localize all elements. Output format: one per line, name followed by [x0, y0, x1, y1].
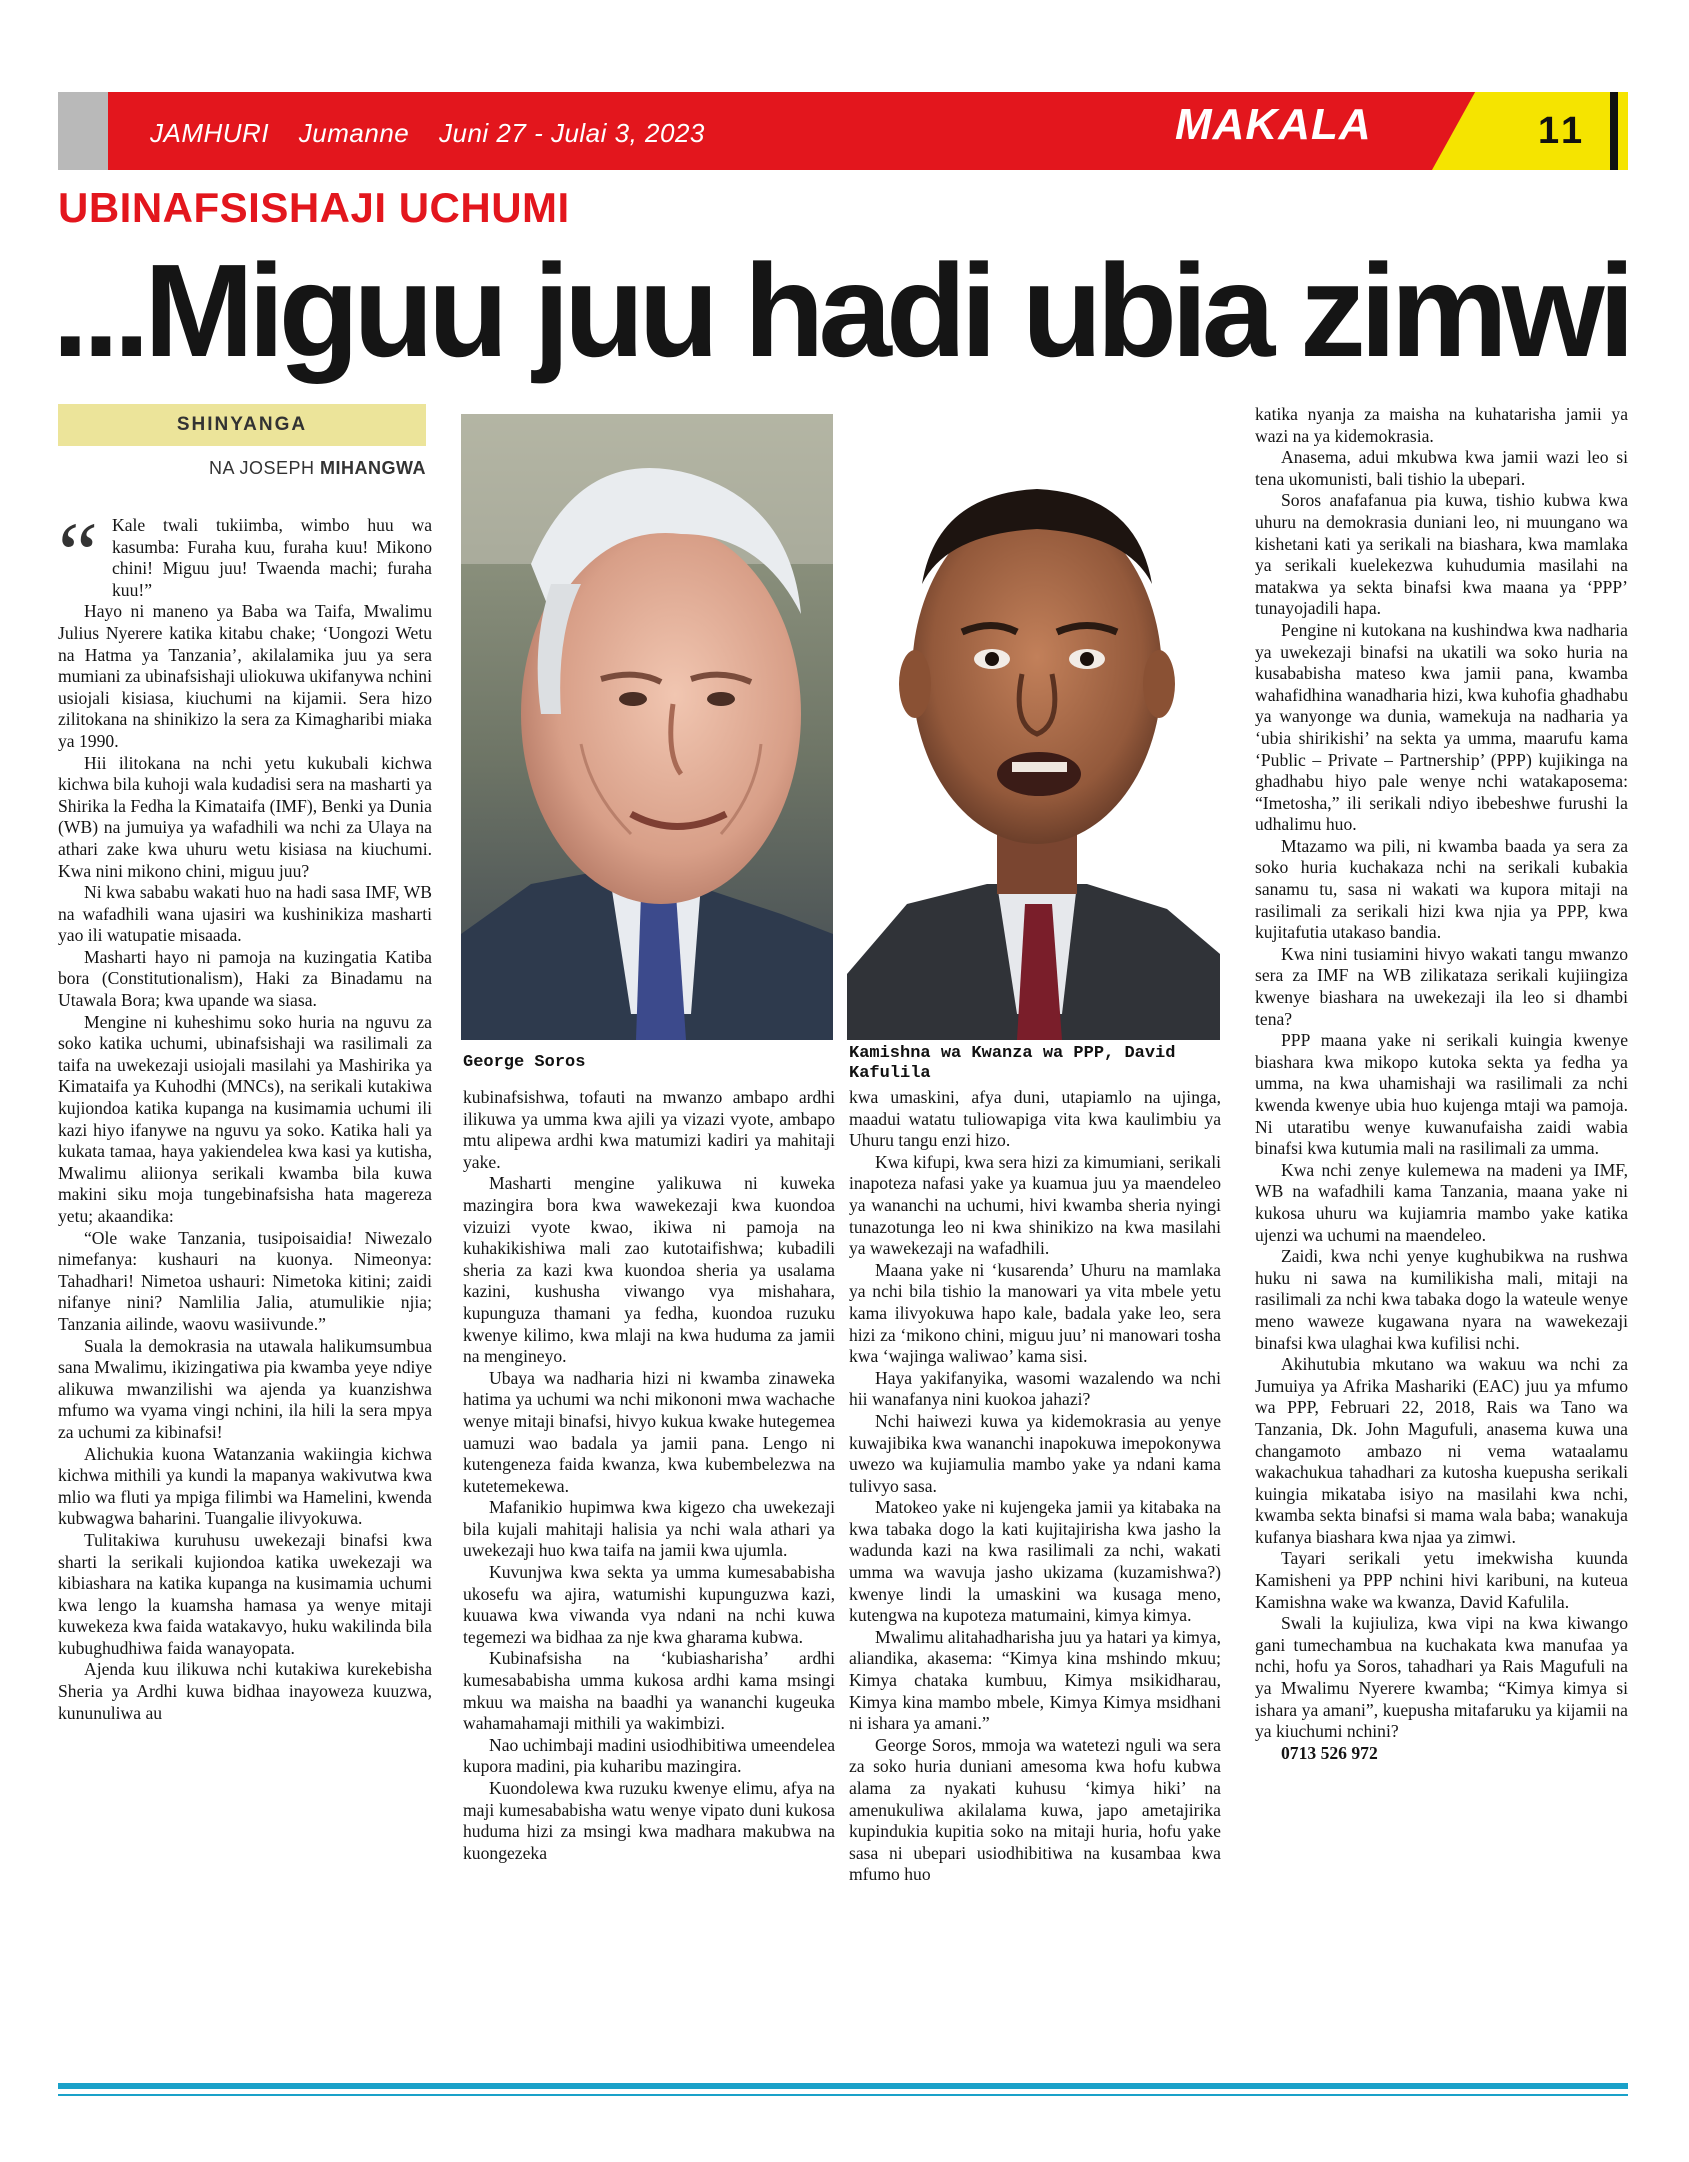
paragraph: Soros anafafanua pia kuwa, tishio kubwa kwa uhuru na demokrasia duniani leo, ni muungano wa kishetani kati ya serikali na biashara, kwa mamlaka ya serikali kuelekezwa kuhudumia masilahi na matakwa ya sekta binafsi kwa maana ya ‘PPP’ tunayojadili hapa. — [1255, 490, 1628, 619]
footer-rule-thick — [58, 2083, 1628, 2089]
header-info — [150, 118, 727, 149]
paragraph: Akihutubia mkutano wa wakuu wa nchi za Jumuiya ya Afrika Mashariki (EAC) juu ya mfumo wa PPP, Februari 22, 2018, Rais wa Tano wa Tanzania, Dk. John Magufuli, anasema kuwa una changamoto ambazo ni vema wataalamu wakachukua tahadhari za kutosha kuepusha serikali kuingia mikataba isiyo na masilahi kwa nchi, kwamba sekta binafsi si mama wala baba; wanakuja kufanya biashara kwa njaa ya zimwi. — [1255, 1354, 1628, 1547]
photo-caption-kafulila: Kamishna wa Kwanza wa PPP, David Kafulila — [849, 1044, 1176, 1083]
issue-day: Jumanne — [298, 118, 410, 148]
paragraph: Kubinafsisha na ‘kubiasharisha’ ardhi kumesababisha umma kukosa ardhi kama msingi mkuu wa maisha na baadhi ya wananchi kugeuka wahamahamaji mithili ya wakimbizi. — [463, 1648, 835, 1734]
portrait-illustration — [461, 414, 833, 1040]
paragraph: Ubaya wa nadharia hizi ni kwamba zinaweka hatima ya uchumi wa nchi mikononi mwa wachache wenye mitaji binafsi, hivyo kukua kwake hutegemea uamuzi wao badala ya jamii pana. Lengo ni kutengeneza faida kwanza, kwa kubembelezwa na kutetemekewa. — [463, 1367, 835, 1496]
paragraph: kubinafsishwa, tofauti na mwanzo ambapo ardhi ilikuwa ya umma kwa ajili ya vizazi vyote, ambapo mtu alipewa ardhi kwa matumizi kadiri ya mahitaji yake. — [463, 1087, 835, 1172]
article-headline: ...Miguu juu hadi ubia zimwi — [52, 237, 1630, 384]
paragraph: Swali la kujiuliza, kwa vipi na kwa kiwango gani tumechambua na kuchakata kwa manufaa ya nchi, hofu ya Soros, tahadhari ya Rais Magufuli na ya Mwalimu Nyerere kwamba; “Kimya kimya si ishara ya amani”, kuepusha mitafaruku ya kijamii na ya kiuchumi nchini? — [1255, 1613, 1628, 1742]
paragraph: Masharti hayo ni pamoja na kuzingatia Katiba bora (Constitutionalism), Haki za Binadamu na Utawala Bora; kwa upande wa siasa. — [58, 946, 432, 1011]
paragraph: Mtazamo wa pili, ni kwamba baada ya sera za soko huria kuchakaza nchi na serikali kubakia sanamu tu, sasa ni wakati wa kupora mitaji na rasilimali za serikali hizi kwa njia ya PPP, kwa kujitafutia utakaso bandia. — [1255, 835, 1628, 943]
paragraph: PPP maana yake ni serikali kuingia kwenye biashara kwa mikopo kutoka sekta ya fedha ya umma, na kwa uhamishaji wa rasilimali za nchi kwenda kwenye ubia huo kujenga mtaji wa pamoja. Ni utaratibu wenye kuwanufaisha zaidi wabia binafsi kwa kutumia mali na rasilimali za umma. — [1255, 1030, 1628, 1159]
paragraph: George Soros, mmoja wa watetezi nguli wa sera za soko huria duniani amesoma kwa hofu kubwa alama za nyakati kuhusu ‘kimya hiki’ na amenukuliwa akilalama kuwa, japo ametajirika kupindukia kupitia soko na mitaji huria, hofu yake sasa ni ubepari usiodhibitiwa na kusambaa kwa mfumo huo — [849, 1734, 1221, 1885]
article-column-4 — [1255, 404, 1628, 1764]
paragraph: Kuondolewa kwa ruzuku kwenye elimu, afya na maji kumesababisha watu wenye vipato duni kukosa huduma hizi za msingi kwa madhara makubwa na kuongezeka — [463, 1778, 835, 1863]
paragraph: katika nyanja za maisha na kuhatarisha jamii ya wazi na ya kidemokrasia. — [1255, 404, 1628, 446]
paragraph: Haya yakifanyika, wasomi wazalendo wa nchi hii wanafanya nini kuokoa jahazi? — [849, 1367, 1221, 1410]
author-contact: 0713 526 972 — [1281, 1742, 1378, 1763]
paragraph: Zaidi, kwa nchi yenye kughubikwa na rushwa huku ni sawa na kumilikisha mali, mitaji na rasilimali za nchi kwa tabaka dogo la wateule wenye meno waweze kugawana nyara na wawekezaji binafsi kwa ulaghai kwa kufilisi nchi. — [1255, 1246, 1628, 1353]
issue-dates: Juni 27 - Julai 3, 2023 — [439, 118, 705, 148]
paragraph: “Ole wake Tanzania, tusipoisaidia! Niwezalo nimefanya: kushauri na kuonya. Nimeonya: Tahadhari! Nimetoa ushauri: Nimetoka kitini; zaidi nifanye nini? Namlilia Jalia, atumulikie njia; Tanzania ailinde, waovu wasiivunde.” — [58, 1227, 432, 1334]
byline-author: MIHANGWA — [320, 458, 426, 478]
paragraph: Kwa nini tusiamini hivyo wakati tangu mwanzo sera za IMF na WB zilikataza serikali kujiingiza kwenye biashara na uwekezaji ila leo si dhambi tena? — [1255, 943, 1628, 1029]
page-number: 11 — [1538, 110, 1587, 152]
paragraph: Maana yake ni ‘kusarenda’ Uhuru na mamlaka ya nchi bila tishio la manowari ya vita mbele yetu kama ilivyokuwa hapo kale, badala yake leo, sera hizi za ‘mikono chini, miguu juu’ ni manowari tosha kwa ‘wajinga waliwao’ kama sisi. — [849, 1259, 1221, 1367]
header-gray-block — [58, 92, 108, 170]
paragraph: Kwa kifupi, kwa sera hizi za kimumiani, serikali inapoteza nafasi yake ya kuamua juu ya maendeleo ya wananchi na uchumi, hivi kwamba sheria nyingi tunazotunga leo ni kwa shinikizo na kwa masilahi ya wawekezaji na wafadhili. — [849, 1151, 1221, 1259]
paragraph: Tulitakiwa kuruhusu uwekezaji binafsi kwa sharti la serikali kujiondoa katika uwekezaji wa kibiashara na katika kupanga na kusimamia uchumi kwa lengo la kuamsha hamasa ya wenye mitaji kuwekeza kwa faida watakavyo, huku wakilinda bila kubughudhiwa faida wanayopata. — [58, 1529, 432, 1658]
article-column-2 — [463, 1087, 835, 1864]
paragraph: Suala la demokrasia na utawala halikumsumbua sana Mwalimu, ikizingatiwa pia kwamba yeye ndiye alikuwa mwanzilishi wa ajenda ya kuanzishwa mfumo wa vyama vingi nchini, ila hili la sera mpya za uchumi za kibinafsi! — [58, 1335, 432, 1442]
paragraph: Mafanikio hupimwa kwa kigezo cha uwekezaji bila kujali mahitaji halisia ya nchi wala athari ya uwekezaji huo kwa taifa na jamii kwa ujumla. — [463, 1497, 835, 1561]
paragraph: Nchi haiwezi kuwa ya kidemokrasia au yenye kuwajibika kwa wananchi inapokuwa imepokonywa uwezo wa kujiamulia mambo yake ya ndani kama tulivyo sasa. — [849, 1410, 1221, 1496]
paragraph: Kwa nchi zenye kulemewa na madeni ya IMF, WB na wafadhili kama Tanzania, maana yake ni kukosa uhuru wa kujiamria mambo yake katika ujenzi wa uchumi na maendeleo. — [1255, 1159, 1628, 1245]
footer-rule-thin — [58, 2094, 1628, 2096]
paragraph: Alichukia kuona Watanzania wakiingia kichwa kichwa mithili ya kundi la mapanya wakivutwa kwa mlio wa fluti ya mpiga filimbi wa Hamelini, kwenda kubwagwa baharini. Tuangalie ilivyokuwa. — [58, 1443, 432, 1529]
byline-prefix: NA JOSEPH — [208, 458, 315, 478]
section-name: MAKALA — [1175, 100, 1372, 149]
paragraph: Hayo ni maneno ya Baba wa Taifa, Mwalimu Julius Nyerere katika kitabu chake; ‘Uongozi Wetu na Hatma ya Tanzania’, akilalamika juu ya sera mumiani za ubinafsishaji uliokuwa ukifanywa nchini usiojali kisiasa, kiuchumi na kijamii. Sera hizo zilitokana na shinikizo la sera za Kimagharibi miaka ya 1990. — [58, 601, 432, 751]
paragraph: Ajenda kuu ilikuwa nchi kutakiwa kurekebisha Sheria ya Ardhi kuwa bidhaa inayoweza kuuzwa, kununuliwa au — [58, 1659, 432, 1723]
paragraph: Mengine ni kuheshimu soko huria na nguvu za soko katika uchumi, ubinafsishaji wa rasilimali za taifa na uwekezaji usiojali masilahi ya Mashirika ya Kimataifa ya Kuhodhi (MNCs), na serikali kutakiwa kujiondoa katika kupanga na kusimamia uchumi ili kazi hiyo ifanywe na nguvu ya soko. Katika hali ya kukata tamaa, haya yakiendelea kwa kasi ya kutisha, Mwalimu aliionya serikali kwamba bila kuwa makini siku moja tungebinafsisha hata magereza yetu; akaandika: — [58, 1011, 432, 1226]
opening-quote-mark: “ — [58, 505, 98, 604]
paragraph: kwa umaskini, afya duni, utapiamlo na ujinga, maadui watatu tuliowapiga vita kwa kaulimbiu ya Uhuru tangu enzi hizo. — [849, 1087, 1221, 1151]
header-edge-bar — [1610, 92, 1618, 170]
paragraph: Anasema, adui mkubwa kwa jamii wazi leo si tena ukomunisti, bali tishio la ubepari. — [1255, 447, 1628, 489]
article-column-1 — [58, 515, 432, 1724]
photo-george-soros — [461, 414, 833, 1040]
paragraph: Mwalimu alitahadharisha juu ya hatari ya kimya, aliandika, akasema: “Kimya kina mshindo mkuu; Kimya chataka kumbuu, Kimya msikidharau, Kimya kina mambo mbele, Kimya Kimya msidhani ni ishara ya amani.” — [849, 1626, 1221, 1734]
paragraph: Nao uchimbaji madini usiodhibitiwa umeendelea kupora madini, pia kuharibu mazingira. — [463, 1734, 835, 1777]
paragraph: Kale twali tukiimba, wimbo huu wa kasumba: Furaha kuu, furaha kuu! Mikono chini! Miguu juu! Twaenda machi; furaha kuu!” — [112, 515, 432, 600]
paragraph: Pengine ni kutokana na kushindwa kwa nadharia ya uwekezaji binafsi na ukatili wa soko huria na kusababisha mateso kwa jamii pana, kwamba wahafidhina wanadharia hizi, kwa kuhofia ghadhabu ya wanyonge wa dunia, wamekuja na nadharia ya ‘ubia shirikishi’ na sekta ya umma, maarufu kama ‘Public – Private – Partnership’ (PPP) kujikinga na ghadhabu hiyo pale wenye nchi watakaposema: “Imetosha,” ili serikali ndiyo ibebeshwe furushi la udhalimu huo. — [1255, 619, 1628, 835]
dateline: SHINYANGA — [58, 404, 426, 446]
article-column-3 — [849, 1087, 1221, 1886]
photo-caption-soros: George Soros — [463, 1053, 586, 1072]
paragraph: Hii ilitokana na nchi yetu kukubali kichwa kichwa bila kuhoji wala kudadisi sera na masharti ya Shirika la Fedha la Kimataifa (IMF), Benki ya Dunia (WB) na jumuiya ya wafadhili wa nchi za Ulaya na athari zake kwa uhuru wetu kisiasa na kiuchumi. Kwa nini mikono chini, miguu juu? — [58, 752, 432, 881]
paragraph: Ni kwa sababu wakati huo na hadi sasa IMF, WB na wafadhili wana ujasiri wa kushinikiza masharti yao ili watupatie misaada. — [58, 882, 432, 946]
paper-name: JAMHURI — [150, 118, 270, 148]
portrait-illustration — [847, 414, 1220, 1040]
paragraph: Masharti mengine yalikuwa ni kuweka mazingira bora kwa wawekezaji kwa kuondoa vizuizi vyote kwao, ikiwa ni pamoja na kuhakikishiwa mali zao kutotaifishwa; kubadili sheria za kazi kwa kuondoa sheria ya usalama kazini, kushusha viwango vya mishahara, kupunguza thamani ya fedha, kuondoa ruzuku kwenye kilimo, kwa mlaji na kwa huduma za jamii na mengineyo. — [463, 1173, 835, 1367]
paragraph: Kuvunjwa kwa sekta ya umma kumesababisha ukosefu wa ajira, watumishi kupunguzwa kazi, kuuawa kwa viwanda vya ndani na nchi kuwa tegemezi wa bidhaa za nje kwa gharama kubwa. — [463, 1562, 835, 1647]
paragraph: Tayari serikali yetu imekwisha kuunda Kamisheni ya PPP nchini hivi karibuni, na kuteua Kamishna wake wa kwanza, David Kafulila. — [1255, 1548, 1628, 1612]
photo-david-kafulila — [847, 414, 1220, 1040]
paragraph: Matokeo yake ni kujengeka jamii ya kitabaka na kwa tabaka dogo la kati kujitajirisha kwa jasho la wadunda kazi na kwa rasilimali za nchi, wakati umma wa wavuja jasho ukizama (kuzamishwa?) kwenye lindi la umaskini wa kusaga meno, kutengwa na kupoteza matumaini, kimya kimya. — [849, 1497, 1221, 1626]
byline — [58, 458, 426, 479]
article-kicker: UBINAFSISHAJI UCHUMI — [58, 184, 570, 231]
